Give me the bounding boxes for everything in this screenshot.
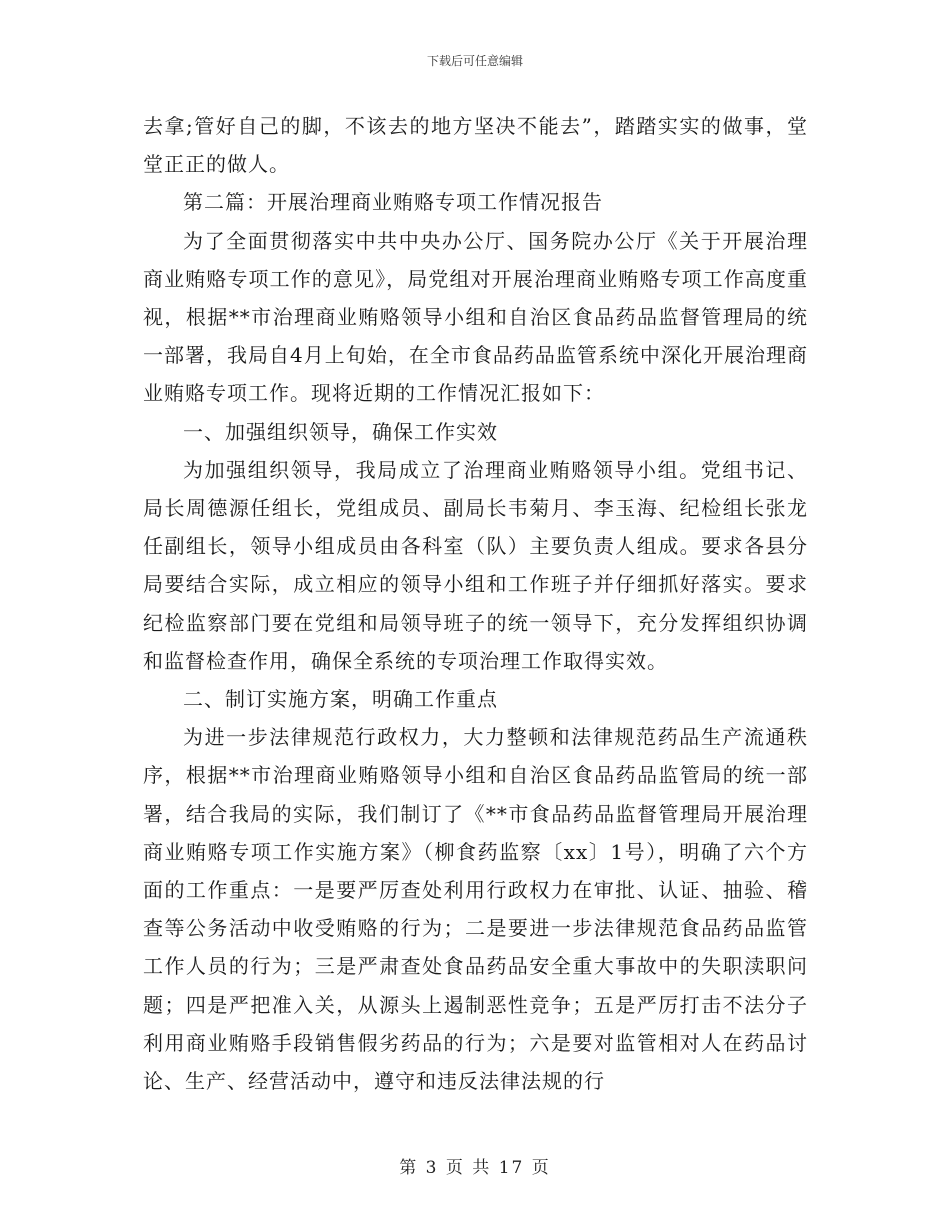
section-title: 第二篇：开展治理商业贿赂专项工作情况报告 <box>183 190 603 215</box>
paragraph: 为加强组织领导，我局成立了治理商业贿赂领导小组。党组书记、局长周德源任组长，党组成员、副局长韦菊月、李玉海、纪检组长张龙任副组长，领导小组成员由各科室（队）主要负责人组成。要求各县分局要结合实际，成立相应的领导小组和工作班子并仔细抓好落实。要求纪检监察部门要在党组和局领导班子的统一领导下，充分发挥组织协调和监督检查作用，确保全系统的专项治理工作取得实效。 <box>143 457 808 673</box>
paragraph: 为了全面贯彻落实中共中央办公厅、国务院办公厅《关于开展治理商业贿赂专项工作的意见》，局党组对开展治理商业贿赂专项工作高度重视，根据**市治理商业贿赂领导小组和自治区食品药品监督管理局的统一部署，我局自4月上旬始，在全市食品药品监管系统中深化开展治理商业贿赂专项工作。现将近期的工作情况汇报如下： <box>143 228 808 406</box>
paragraph: 为进一步法律规范行政权力，大力整顿和法律规范药品生产流通秩序，根据**市治理商业贿赂领导小组和自治区食品药品监管局的统一部署，结合我局的实际，我们制订了《**市食品药品监督管理局开展治理商业贿赂专项工作实施方案》（柳食药监察〔xx〕1号），明确了六个方面的工作重点：一是要严厉查处利用行政权力在审批、认证、抽验、稽查等公务活动中收受贿赂的行为；二是要进一步法律规范食品药品监管工作人员的行为；三是严肃查处食品药品安全重大事故中的失职渎职问题；四是严把准入关，从源头上遏制恶性竞争；五是严厉打击不法分子利用商业贿赂手段销售假劣药品的行为；六是要对监管相对人在药品讨论、生产、经营活动中，遵守和违反法律法规的行 <box>143 725 808 1094</box>
document-body <box>143 107 808 1100</box>
header-note: 下载后可任意编辑 <box>426 54 523 68</box>
section-heading: 一、加强组织领导，确保工作实效 <box>183 419 498 444</box>
page-number: 第 3 页 共 17 页 <box>399 1158 551 1178</box>
paragraph: 去拿;管好自己的脚，不该去的地方坚决不能去”，踏踏实实的做事，堂堂正正的做人。 <box>143 114 808 177</box>
section-heading: 二、制订实施方案，明确工作重点 <box>183 687 498 712</box>
